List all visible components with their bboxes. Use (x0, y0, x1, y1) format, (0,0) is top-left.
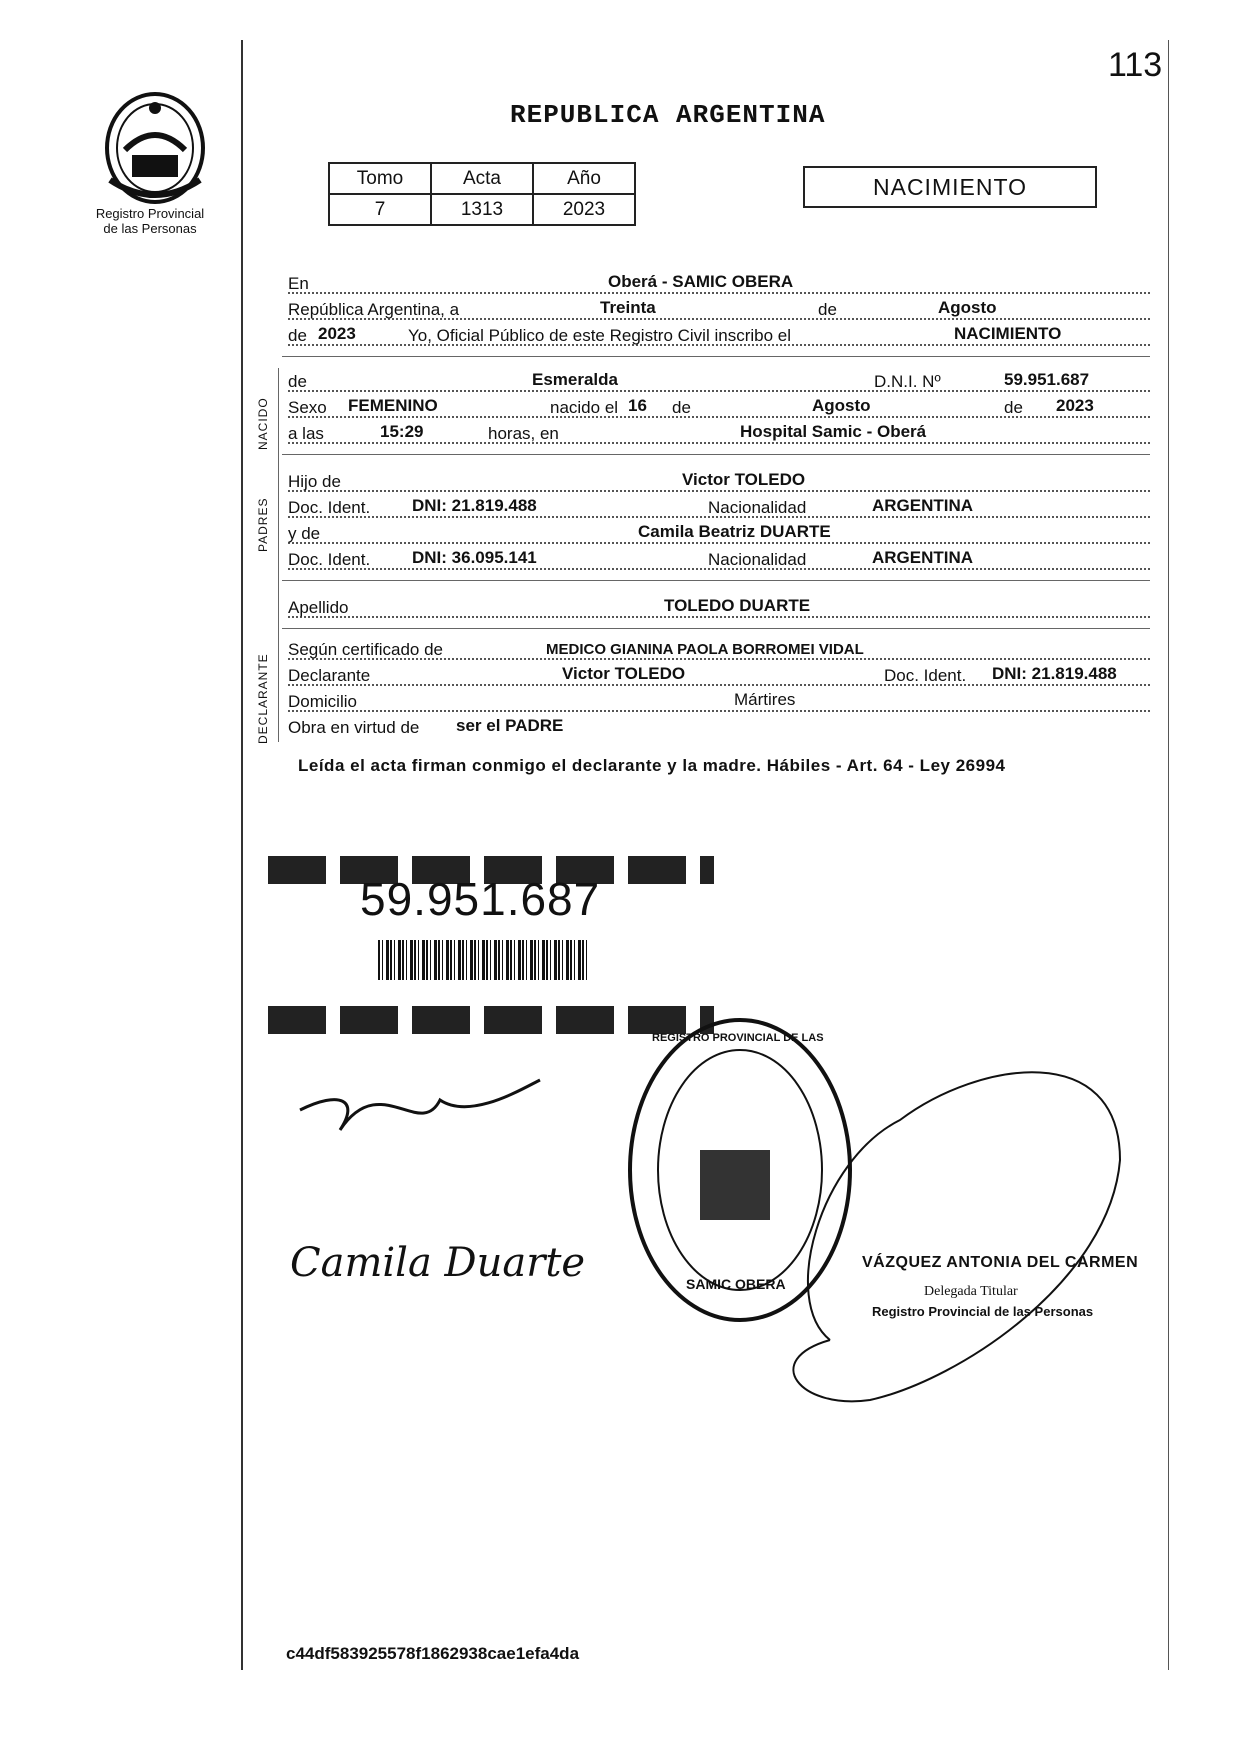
father-nationality: ARGENTINA (872, 496, 974, 515)
child-name: Esmeralda (532, 370, 618, 389)
declarant-signature-icon (300, 1080, 540, 1130)
obra: ser el PADRE (456, 716, 564, 735)
row-date: República Argentina, a Treinta de Agosto (288, 296, 1150, 322)
row-father: Hijo de Victor TOLEDO (288, 468, 1150, 494)
birth-year: 2023 (1056, 396, 1094, 415)
father-name: Victor TOLEDO (682, 470, 806, 489)
row-year: de 2023 Yo, Oficial Público de este Registro Civil inscribo el NACIMIENTO (288, 322, 1150, 348)
anio-value: 2023 (533, 194, 635, 225)
declarant-doc: DNI: 21.819.488 (992, 664, 1117, 683)
birth-time: 15:29 (380, 422, 424, 441)
row-child: de Esmeralda D.N.I. Nº 59.951.687 (288, 368, 1150, 394)
inscribe-type: NACIMIENTO (954, 324, 1062, 343)
certificate: MEDICO GIANINA PAOLA BORROMEI VIDAL (546, 641, 864, 658)
sex-value: FEMENINO (348, 396, 438, 415)
birth-place: Hospital Samic - Oberá (740, 422, 927, 441)
tomo-value: 7 (329, 194, 431, 225)
row-father-doc: Doc. Ident. DNI: 21.819.488 Nacionalidad ARGENTINA (288, 494, 1150, 520)
side-label-declarante: DECLARANTE (256, 653, 270, 744)
page-number: 113 (1108, 46, 1163, 84)
month-value: Agosto (938, 298, 997, 317)
row-surname: Apellido TOLEDO DUARTE (288, 594, 1150, 620)
birth-month: Agosto (812, 396, 871, 415)
row-time: a las 15:29 horas, en Hospital Samic - Oberá (288, 420, 1150, 446)
official-role: Delegada Titular (924, 1284, 1018, 1299)
en-label: En (288, 274, 309, 293)
mother-name: Camila Beatriz DUARTE (638, 522, 831, 541)
row-sex: Sexo FEMENINO nacido el 16 de Agosto de 2023 (288, 394, 1150, 420)
acta-value: 1313 (431, 194, 533, 225)
closing-note: Leída el acta firman conmigo el declarante y la madre. Hábiles - Art. 64 - Ley 26994 (298, 756, 1006, 775)
logo-label: Registro Provincial de las Personas (95, 206, 205, 236)
mother-signature: Camila Duarte (290, 1240, 586, 1286)
tomo-header: Tomo (329, 163, 431, 194)
year-value: 2023 (318, 324, 356, 343)
record-type-box: NACIMIENTO (803, 166, 1097, 208)
place-value: Oberá - SAMIC OBERA (608, 272, 794, 291)
row-declarant: Declarante Victor TOLEDO Doc. Ident. DNI: 21.819.488 (288, 662, 1150, 688)
row-mother-doc: Doc. Ident. DNI: 36.095.141 Nacionalidad ARGENTINA (288, 546, 1150, 572)
acta-header: Acta (431, 163, 533, 194)
row-domicile: Domicilio Mártires (288, 688, 1150, 714)
document-title: REPUBLICA ARGENTINA (510, 100, 826, 130)
row-obra: Obra en virtud de ser el PADRE (288, 716, 564, 737)
label-number: 59.951.687 (360, 873, 601, 925)
surname: TOLEDO DUARTE (664, 596, 811, 615)
seal-bottom-text: SAMIC OBERA (686, 1276, 786, 1292)
side-label-nacido: NACIDO (256, 397, 270, 450)
mother-nationality: ARGENTINA (872, 548, 974, 567)
birth-day: 16 (628, 396, 647, 415)
document-hash: c44df583925578f1862938cae1efa4da (286, 1644, 580, 1663)
row-certificate: Según certificado de MEDICO GIANINA PAOLA BORROMEI VIDAL (288, 636, 1150, 662)
official-registry: Registro Provincial de las Personas (872, 1304, 1094, 1319)
declarant: Victor TOLEDO (562, 664, 686, 683)
side-label-padres: PADRES (256, 497, 270, 552)
domicile: Mártires (734, 690, 796, 709)
anio-header: Año (533, 163, 635, 194)
row-mother: y de Camila Beatriz DUARTE (288, 520, 1150, 546)
day-words: Treinta (600, 298, 656, 317)
seal-top-text: REGISTRO PROVINCIAL DE LAS (652, 1032, 824, 1044)
mother-doc: DNI: 36.095.141 (412, 548, 537, 567)
father-doc: DNI: 21.819.488 (412, 496, 537, 515)
official-name: VÁZQUEZ ANTONIA DEL CARMEN (862, 1254, 1139, 1271)
child-dni: 59.951.687 (1004, 370, 1090, 389)
